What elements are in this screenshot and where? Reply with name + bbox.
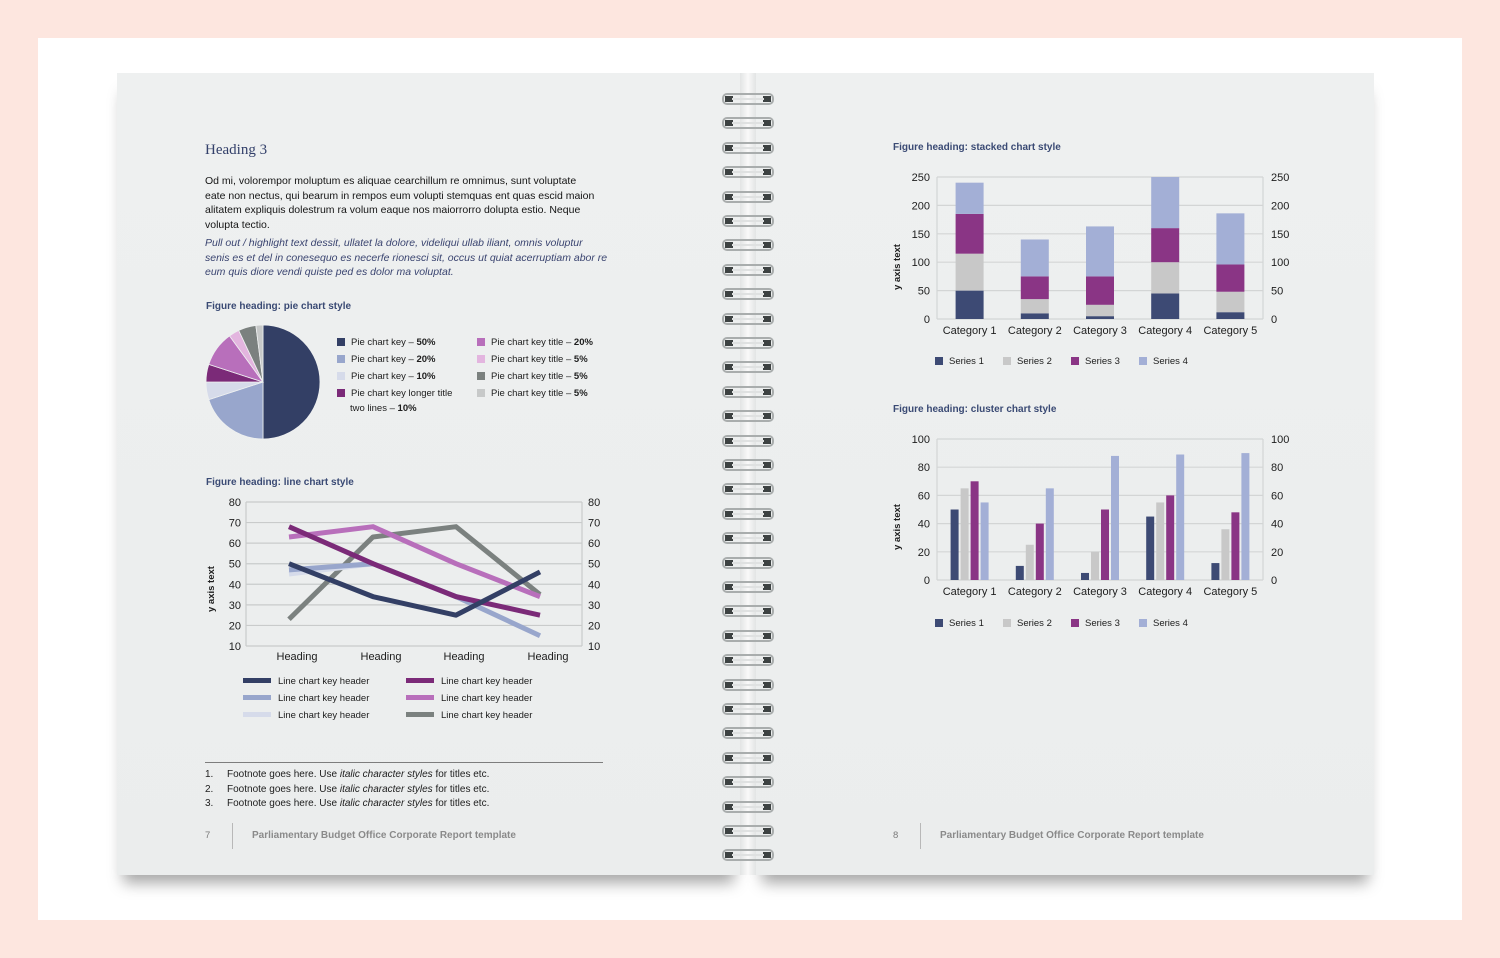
bar-segment xyxy=(956,291,984,319)
coil-ring xyxy=(722,726,774,740)
svg-text:10: 10 xyxy=(588,641,601,653)
bar-segment xyxy=(1151,177,1179,228)
footer-divider xyxy=(232,823,233,849)
bar xyxy=(961,488,969,580)
heading-3: Heading 3 xyxy=(205,142,268,158)
line-legend-item: Line chart key header xyxy=(243,710,369,727)
svg-text:100: 100 xyxy=(1271,434,1290,446)
legend-swatch xyxy=(337,372,345,380)
coil-ring xyxy=(722,238,774,252)
coil-ring xyxy=(722,629,774,643)
pullout-line: Pull out / highlight text dessit, ullatet la dolore, videliqui ullab iliant, omnis voluptur xyxy=(205,237,583,249)
legend-swatch xyxy=(337,338,345,346)
coil-ring xyxy=(722,409,774,423)
coil-ring-icon xyxy=(722,360,774,374)
bar-segment xyxy=(1151,293,1179,319)
legend-swatch xyxy=(337,355,345,363)
svg-text:60: 60 xyxy=(588,538,601,551)
coil-ring xyxy=(722,312,774,326)
coil-ring-icon xyxy=(722,507,774,521)
stacked-legend xyxy=(935,351,1207,369)
bar xyxy=(1211,563,1219,580)
bar-segment xyxy=(1021,299,1049,313)
coil-ring-icon xyxy=(722,848,774,862)
line-legend-item: Line chart key header xyxy=(243,693,369,710)
stacked-legend-item: Series 3 xyxy=(1071,356,1139,367)
page-number-right: 8 xyxy=(893,830,899,841)
bar-segment xyxy=(1021,239,1049,276)
bar xyxy=(1231,512,1239,580)
bar-segment xyxy=(1021,276,1049,299)
legend-swatch xyxy=(1071,357,1079,365)
pie-legend-item: Pie chart key longer title xyxy=(337,388,452,403)
svg-text:250: 250 xyxy=(911,172,930,184)
footnote: 3. Footnote goes here. Use italic character styles for titles etc. xyxy=(205,798,490,809)
svg-text:70: 70 xyxy=(588,517,601,530)
body-line: volupta tectio. xyxy=(205,218,270,231)
bar xyxy=(971,481,979,580)
coil-ring xyxy=(722,848,774,862)
footnotes xyxy=(205,768,489,812)
footnote-divider xyxy=(205,762,603,763)
coil-ring-icon xyxy=(722,678,774,692)
stacked-y-axis-title: y axis text xyxy=(892,244,903,290)
svg-text:100: 100 xyxy=(911,434,930,446)
svg-text:40: 40 xyxy=(1271,518,1284,531)
svg-text:Heading: Heading xyxy=(360,651,402,663)
bar-segment xyxy=(1216,213,1244,264)
coil-ring-icon xyxy=(722,702,774,716)
coil-ring xyxy=(722,214,774,228)
legend-swatch xyxy=(477,372,485,380)
coil-ring xyxy=(722,751,774,765)
svg-text:60: 60 xyxy=(228,538,241,551)
svg-text:50: 50 xyxy=(588,558,601,571)
legend-swatch xyxy=(1003,357,1011,365)
bar-segment xyxy=(1086,305,1114,316)
coil-ring xyxy=(722,507,774,521)
bar-segment xyxy=(956,254,984,291)
coil-ring xyxy=(722,360,774,374)
svg-text:0: 0 xyxy=(1271,575,1278,587)
body-line: Od mi, volorempor moluptum es aliquae cearchillum re omnimus, sunt voluptate xyxy=(205,175,577,187)
line-legend-col-2 xyxy=(406,676,532,727)
bar-segment xyxy=(1216,312,1244,319)
coil-ring-icon xyxy=(722,458,774,472)
coil-ring xyxy=(722,482,774,496)
coil-ring-icon xyxy=(722,531,774,545)
coil-ring-icon xyxy=(722,312,774,326)
coil-ring-icon xyxy=(722,434,774,448)
coil-ring-icon xyxy=(722,580,774,594)
coil-ring xyxy=(722,580,774,594)
bar-segment xyxy=(1086,316,1114,319)
coil-ring xyxy=(722,531,774,545)
legend-swatch xyxy=(935,357,943,365)
coil-ring-icon xyxy=(722,92,774,106)
legend-swatch xyxy=(406,712,434,717)
coil-ring-icon xyxy=(722,726,774,740)
stacked-figure-heading: Figure heading: stacked chart style xyxy=(893,142,1061,153)
coil-ring-icon xyxy=(722,409,774,423)
coil-ring-icon xyxy=(722,165,774,179)
svg-text:150: 150 xyxy=(911,228,930,241)
svg-text:100: 100 xyxy=(1271,257,1290,270)
coil-ring xyxy=(722,385,774,399)
coil-ring xyxy=(722,775,774,789)
bar-segment xyxy=(1086,226,1114,276)
line-legend-item: Line chart key header xyxy=(243,676,369,693)
body-line: eate non nectus, qui bearum in rempos eum volupti stemquas ent quas escid maion xyxy=(205,189,595,202)
bar xyxy=(1111,456,1119,580)
legend-swatch xyxy=(935,619,943,627)
coil-ring-icon xyxy=(722,556,774,570)
page-number-left: 7 xyxy=(205,830,211,841)
pie-legend-item: Pie chart key – 50% xyxy=(337,337,452,354)
line-legend-item: Line chart key header xyxy=(406,676,532,693)
bar xyxy=(1156,502,1164,580)
coil-ring-icon xyxy=(722,190,774,204)
pie-slice xyxy=(263,325,320,439)
stacked-legend-item: Series 1 xyxy=(935,356,1003,367)
svg-text:200: 200 xyxy=(911,200,930,213)
legend-swatch xyxy=(243,712,271,717)
stacked-bar-chart xyxy=(885,165,1295,370)
legend-swatch xyxy=(477,389,485,397)
legend-swatch xyxy=(337,389,345,397)
stacked-legend-item: Series 4 xyxy=(1139,356,1207,367)
coil-ring xyxy=(722,824,774,838)
svg-text:Category 1: Category 1 xyxy=(942,325,997,337)
pullout-text xyxy=(205,236,615,280)
svg-text:20: 20 xyxy=(588,620,601,633)
pie-legend-item: Pie chart key – 10% xyxy=(337,371,452,388)
line-figure-heading: Figure heading: line chart style xyxy=(206,477,354,488)
svg-text:80: 80 xyxy=(228,497,241,509)
svg-text:Category 4: Category 4 xyxy=(1138,586,1193,598)
bar xyxy=(1221,529,1229,580)
coil-ring xyxy=(722,141,774,155)
coil-ring xyxy=(722,604,774,618)
bar xyxy=(1101,510,1109,581)
svg-text:80: 80 xyxy=(1271,462,1284,475)
pie-chart xyxy=(200,316,326,448)
legend-swatch xyxy=(406,678,434,683)
cluster-legend xyxy=(935,613,1207,631)
running-title-left: Parliamentary Budget Office Corporate Report template xyxy=(252,830,516,841)
bar-segment xyxy=(956,214,984,254)
coil-ring-icon xyxy=(722,653,774,667)
coil-ring xyxy=(722,92,774,106)
line-legend-item: Line chart key header xyxy=(406,710,532,727)
pullout-line: eum quis diore vendi quiste ped es dolor ma voluptat. xyxy=(205,266,454,278)
pie-legend-item: Pie chart key title – 5% xyxy=(477,371,593,388)
svg-text:60: 60 xyxy=(917,490,930,503)
stacked-legend-item: Series 2 xyxy=(1003,356,1071,367)
cluster-y-axis-title: y axis text xyxy=(892,504,903,550)
legend-swatch xyxy=(1139,357,1147,365)
bar-segment xyxy=(956,183,984,214)
svg-text:0: 0 xyxy=(1271,314,1278,326)
svg-text:80: 80 xyxy=(588,497,601,509)
body-paragraph xyxy=(205,174,615,232)
cluster-figure-heading: Figure heading: cluster chart style xyxy=(893,404,1057,415)
bar xyxy=(1046,488,1054,580)
line-y-axis-title: y axis text xyxy=(206,566,217,612)
pie-legend-col-2 xyxy=(477,337,593,405)
svg-text:30: 30 xyxy=(588,599,601,612)
running-title-right: Parliamentary Budget Office Corporate Report template xyxy=(940,830,1204,841)
bar xyxy=(1176,455,1184,580)
bar xyxy=(1166,495,1174,580)
coil-ring xyxy=(722,116,774,130)
pie-legend-item: Pie chart key title – 5% xyxy=(477,354,593,371)
coil-ring-icon xyxy=(722,336,774,350)
svg-text:20: 20 xyxy=(917,546,930,559)
coil-ring-icon xyxy=(722,214,774,228)
cluster-bar-chart xyxy=(885,428,1295,608)
pullout-line: senis es et del in conesequo es necerfe rionesci sit, occus ut quiat acerruptiam abor re xyxy=(205,251,608,264)
coil-ring-icon xyxy=(722,287,774,301)
svg-text:70: 70 xyxy=(228,517,241,530)
svg-text:Category 4: Category 4 xyxy=(1138,325,1193,337)
coil-ring xyxy=(722,434,774,448)
svg-text:40: 40 xyxy=(917,518,930,531)
svg-text:0: 0 xyxy=(923,575,930,587)
pie-legend-item: Pie chart key title – 20% xyxy=(477,337,593,354)
body-line: alitatem expliquis dolestrum ra volum eaque nos maiorrorro dolupta estio. Neque xyxy=(205,204,581,216)
coil-ring xyxy=(722,678,774,692)
svg-text:20: 20 xyxy=(228,620,241,633)
line-legend-item: Line chart key header xyxy=(406,693,532,710)
svg-text:50: 50 xyxy=(1271,285,1284,298)
legend-swatch xyxy=(477,355,485,363)
bar xyxy=(1146,517,1154,580)
svg-text:40: 40 xyxy=(228,579,241,592)
legend-swatch xyxy=(406,695,434,700)
bar-segment xyxy=(1021,313,1049,319)
bar xyxy=(951,510,959,581)
footnote: 2. Footnote goes here. Use italic character styles for titles etc. xyxy=(205,783,490,795)
svg-text:250: 250 xyxy=(1271,172,1290,184)
bar xyxy=(1036,524,1044,580)
legend-swatch xyxy=(243,695,271,700)
coil-ring-icon xyxy=(722,800,774,814)
svg-text:30: 30 xyxy=(228,599,241,612)
coil-ring xyxy=(722,165,774,179)
coil-ring xyxy=(722,556,774,570)
coil-ring-icon xyxy=(722,629,774,643)
svg-text:150: 150 xyxy=(1271,228,1290,241)
svg-text:Category 2: Category 2 xyxy=(1007,586,1062,598)
footnote: 1. Footnote goes here. Use italic character styles for titles etc. xyxy=(205,769,490,780)
legend-swatch xyxy=(477,338,485,346)
coil-ring xyxy=(722,287,774,301)
coil-ring-icon xyxy=(722,238,774,252)
line-chart xyxy=(200,490,610,670)
bar xyxy=(1081,573,1089,580)
cluster-legend-item: Series 2 xyxy=(1003,618,1071,629)
coil-ring-icon xyxy=(722,604,774,618)
legend-swatch xyxy=(243,678,271,683)
cluster-legend-item: Series 4 xyxy=(1139,618,1207,629)
bar-segment xyxy=(1086,276,1114,304)
coil-ring-icon xyxy=(722,482,774,496)
svg-text:Category 5: Category 5 xyxy=(1203,325,1258,337)
bar-segment xyxy=(1151,262,1179,293)
legend-swatch xyxy=(1139,619,1147,627)
coil-ring xyxy=(722,653,774,667)
svg-text:0: 0 xyxy=(923,314,930,326)
svg-text:Category 2: Category 2 xyxy=(1007,325,1062,337)
bar xyxy=(1091,552,1099,580)
bar xyxy=(981,502,989,580)
svg-text:20: 20 xyxy=(1271,546,1284,559)
svg-text:40: 40 xyxy=(588,579,601,592)
coil-ring-icon xyxy=(722,775,774,789)
coil-ring xyxy=(722,263,774,277)
svg-text:80: 80 xyxy=(917,462,930,475)
cluster-legend-item: Series 3 xyxy=(1071,618,1139,629)
coil-ring-icon xyxy=(722,141,774,155)
footer-divider xyxy=(920,823,921,849)
coil-ring-icon xyxy=(722,263,774,277)
bar-segment xyxy=(1216,292,1244,312)
pie-legend-item-line2: two lines – 10% xyxy=(350,403,417,414)
svg-text:Category 5: Category 5 xyxy=(1203,586,1258,598)
coil-ring-icon xyxy=(722,824,774,838)
svg-text:200: 200 xyxy=(1271,200,1290,213)
pie-legend-item: Pie chart key title – 5% xyxy=(477,388,593,405)
coil-ring xyxy=(722,190,774,204)
legend-swatch xyxy=(1071,619,1079,627)
bar xyxy=(1241,453,1249,580)
coil-ring-icon xyxy=(722,751,774,765)
svg-text:60: 60 xyxy=(1271,490,1284,503)
svg-text:10: 10 xyxy=(228,641,241,653)
coil-ring xyxy=(722,336,774,350)
coil-ring-icon xyxy=(722,116,774,130)
coil-ring xyxy=(722,800,774,814)
bar-segment xyxy=(1151,228,1179,262)
svg-text:100: 100 xyxy=(911,257,930,270)
coil-ring xyxy=(722,458,774,472)
bar-segment xyxy=(1216,264,1244,291)
svg-text:50: 50 xyxy=(917,285,930,298)
coil-ring xyxy=(722,702,774,716)
svg-text:Category 1: Category 1 xyxy=(942,586,997,598)
pie-figure-heading: Figure heading: pie chart style xyxy=(206,301,352,312)
svg-text:Heading: Heading xyxy=(443,651,485,663)
bar xyxy=(1026,545,1034,580)
svg-text:Category 3: Category 3 xyxy=(1073,586,1127,598)
svg-text:Heading: Heading xyxy=(527,651,569,663)
pie-legend-col-1 xyxy=(337,337,452,414)
pie-legend-item: Pie chart key – 20% xyxy=(337,354,452,371)
line-legend-col-1 xyxy=(243,676,369,727)
coil-ring-icon xyxy=(722,385,774,399)
cluster-legend-item: Series 1 xyxy=(935,618,1003,629)
legend-swatch xyxy=(1003,619,1011,627)
svg-text:50: 50 xyxy=(228,558,241,571)
svg-text:Category 3: Category 3 xyxy=(1073,325,1127,337)
bar xyxy=(1016,566,1024,580)
svg-text:Heading: Heading xyxy=(276,651,318,663)
